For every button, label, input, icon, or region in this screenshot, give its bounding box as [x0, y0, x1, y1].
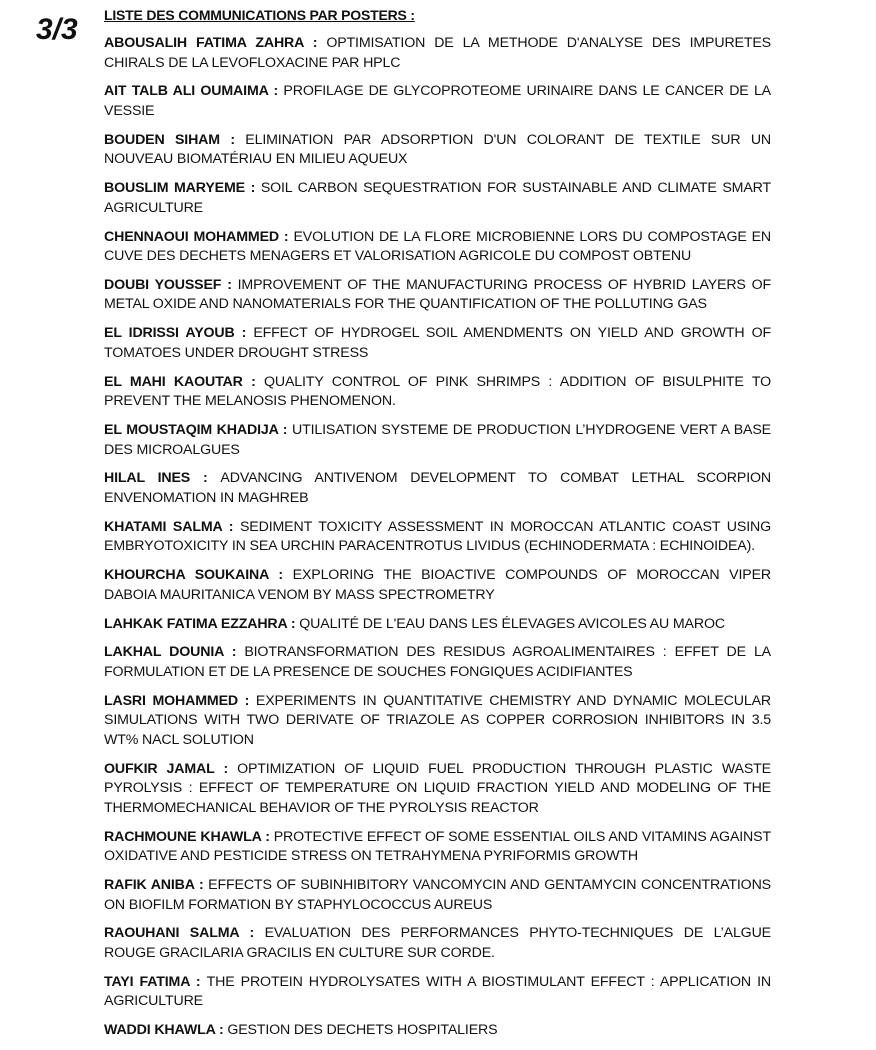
- entry-author: BOUSLIM MARYEME: [104, 180, 245, 197]
- entry-title: ELIMINATION PAR ADSORPTION D'UN COLORANT DE TEXTILE SUR UN NOUVEAU BIOMATÉRIAU EN MILIEU AQUEUX: [104, 131, 772, 168]
- list-item: [104, 828, 771, 867]
- entry-author: HILAL INES: [104, 470, 191, 487]
- entry-separator: :: [219, 131, 246, 148]
- entry-separator: :: [303, 35, 327, 51]
- list-item: [104, 1021, 771, 1041]
- entry-separator: :: [189, 973, 207, 990]
- entry-title: EVALUATION DES PERFORMANCES PHYTO-TECHNIQUES DE L’ALGUE ROUGE GRACILARIA GRACILIS EN CULTURE SUR CORDE.: [104, 925, 771, 961]
- entry-author: BOUDEN SIHAM: [104, 131, 220, 148]
- entry-separator: :: [268, 567, 293, 584]
- list-item: [104, 82, 771, 121]
- entry-author: WADDI KHAWLA: [104, 1022, 216, 1039]
- entry-separator: :: [215, 1022, 228, 1039]
- entry-author: EL MOUSTAQIM KHADIJA: [104, 422, 279, 438]
- list-item: [104, 692, 771, 751]
- page-number: 3/3: [36, 13, 78, 46]
- entry-separator: :: [234, 325, 254, 342]
- list-item: [104, 924, 771, 963]
- list-item: [104, 324, 771, 363]
- entry-separator: :: [237, 692, 256, 709]
- entry-separator: :: [221, 276, 238, 293]
- list-title: LISTE DES COMMUNICATIONS PAR POSTERS :: [104, 7, 415, 23]
- entry-author: LAHKAK FATIMA EZZAHRA: [104, 615, 288, 632]
- entry-separator: :: [279, 228, 294, 245]
- entry-title: EFFECT OF HYDROGEL SOIL AMENDMENTS ON YIELD AND GROWTH OF TOMATOES UNDER DROUGHT STRESS: [104, 325, 771, 361]
- list-item: [104, 276, 771, 315]
- entry-author: TAYI FATIMA: [104, 973, 190, 990]
- entry-author: OUFKIR JAMAL: [104, 760, 215, 777]
- list-item: [104, 131, 771, 170]
- poster-entries-list: [104, 34, 771, 1041]
- poster-list-section: [104, 6, 771, 1050]
- entry-author: KHATAMI SALMA: [104, 518, 223, 535]
- entry-title: GESTION DES DECHETS HOSPITALIERS: [227, 1022, 498, 1039]
- entry-separator: :: [242, 373, 265, 390]
- entry-separator: :: [223, 644, 245, 661]
- entry-separator: :: [287, 615, 300, 632]
- entry-separator: :: [278, 422, 292, 438]
- list-item: [104, 421, 771, 460]
- entry-author: RAOUHANI SALMA: [104, 925, 239, 942]
- entry-title: ADVANCING ANTIVENOM DEVELOPMENT TO COMBAT LETHAL SCORPION ENVENOMATION IN MAGHREB: [104, 470, 771, 506]
- entry-author: RACHMOUNE KHAWLA: [104, 828, 262, 845]
- list-item: [104, 643, 771, 682]
- entry-title: UTILISATION SYSTEME DE PRODUCTION L’HYDROGENE VERT A BASE DES MICROALGUES: [104, 422, 771, 458]
- entry-title: OPTIMIZATION OF LIQUID FUEL PRODUCTION THROUGH PLASTIC WASTE PYROLYSIS : EFFECT OF TEMPERATURE ON LIQUID FRACTION YIELD AND MODELING OF THE THERMOMECHANICAL BEHAVIOR OF THE PYROLYSIS REACTOR: [104, 760, 771, 816]
- list-item: [104, 973, 771, 1012]
- list-item: [104, 760, 771, 819]
- entry-title: IMPROVEMENT OF THE MANUFACTURING PROCESS OF HYBRID LAYERS OF METAL OXIDE AND NANOMATERIALS FOR THE QUANTIFICATION OF THE POLLUTING GAS: [104, 276, 771, 313]
- entry-author: AIT TALB ALI OUMAIMA: [104, 83, 269, 100]
- entry-author: CHENNAOUI MOHAMMED: [104, 228, 279, 245]
- entry-author: KHOURCHA SOUKAINA: [104, 567, 269, 584]
- entry-separator: :: [238, 925, 265, 942]
- entry-author: DOUBI YOUSSEF: [104, 276, 222, 293]
- entry-title: PROTECTIVE EFFECT OF SOME ESSENTIAL OILS AND VITAMINS AGAINST OXIDATIVE AND PESTICIDE STRESS ON TETRAHYMENA PYRIFORMIS GROWTH: [104, 828, 771, 865]
- entry-title: EVOLUTION DE LA FLORE MICROBIENNE LORS DU COMPOSTAGE EN CUVE DES DECHETS MENAGERS ET VALORISATION AGRICOLE DU COMPOST OBTENU: [104, 228, 771, 265]
- list-item: [104, 566, 771, 605]
- entry-separator: :: [214, 760, 238, 777]
- list-item: [104, 876, 771, 915]
- entry-title: QUALITY CONTROL OF PINK SHRIMPS : ADDITION OF BISULPHITE TO PREVENT THE MELANOSIS PHENOMENON.: [104, 373, 771, 410]
- entry-title: EFFECTS OF SUBINHIBITORY VANCOMYCIN AND GENTAMYCIN CONCENTRATIONS ON BIOFILM FORMATION BY STAPHYLOCOCCUS AUREUS: [104, 876, 771, 913]
- list-item: [104, 615, 771, 635]
- entry-title: QUALITÉ DE L'EAU DANS LES ÉLEVAGES AVICOLES AU MAROC: [299, 615, 725, 632]
- entry-separator: :: [261, 828, 274, 845]
- list-item: [104, 469, 771, 508]
- entry-author: EL IDRISSI AYOUB: [104, 325, 235, 342]
- entry-title: EXPLORING THE BIOACTIVE COMPOUNDS OF MOROCCAN VIPER DABOIA MAURITANICA VENOM BY MASS SPECTROMETRY: [104, 567, 771, 603]
- list-item: [104, 373, 771, 412]
- entry-separator: :: [194, 876, 209, 893]
- list-item: [104, 179, 771, 218]
- entry-title: EXPERIMENTS IN QUANTITATIVE CHEMISTRY AND DYNAMIC MOLECULAR SIMULATIONS WITH TWO DERIVATE OF TRIAZOLE AS COPPER CORROSION INHIBITORS IN 3.5 WT% NACL SOLUTION: [104, 692, 771, 748]
- list-item: [104, 228, 771, 267]
- list-item: [104, 34, 771, 73]
- entry-author: LASRI MOHAMMED: [104, 692, 238, 709]
- entry-author: ABOUSALIH FATIMA ZAHRA: [104, 35, 304, 51]
- entry-author: RAFIK ANIBA: [104, 876, 195, 893]
- list-item: [104, 518, 771, 557]
- entry-title: BIOTRANSFORMATION DES RESIDUS AGROALIMENTAIRES : EFFET DE LA FORMULATION ET DE LA PRESENCE DE SOUCHES FONGIQUES ACIDIFIANTES: [104, 644, 771, 680]
- entry-author: EL MAHI KAOUTAR: [104, 373, 243, 390]
- entry-title: SOIL CARBON SEQUESTRATION FOR SUSTAINABLE AND CLIMATE SMART AGRICULTURE: [104, 180, 771, 216]
- entry-separator: :: [268, 83, 284, 100]
- entry-title: OPTIMISATION DE LA METHODE D'ANALYSE DES IMPURETES CHIRALS DE LA LEVOFLOXACINE PAR HPLC: [104, 35, 771, 71]
- entry-separator: :: [190, 470, 221, 487]
- entry-title: SEDIMENT TOXICITY ASSESSMENT IN MOROCCAN ATLANTIC COAST USING EMBRYOTOXICITY IN SEA URCHIN PARACENTROTUS LIVIDUS (ECHINODERMATA : ECHINOIDEA).: [104, 518, 771, 555]
- entry-title: THE PROTEIN HYDROLYSATES WITH A BIOSTIMULANT EFFECT : APPLICATION IN AGRICULTURE: [104, 973, 771, 1010]
- entry-separator: :: [222, 518, 240, 535]
- entry-author: LAKHAL DOUNIA: [104, 644, 224, 661]
- entry-title: PROFILAGE DE GLYCOPROTEOME URINAIRE DANS LE CANCER DE LA VESSIE: [104, 83, 771, 119]
- entry-separator: :: [244, 180, 261, 197]
